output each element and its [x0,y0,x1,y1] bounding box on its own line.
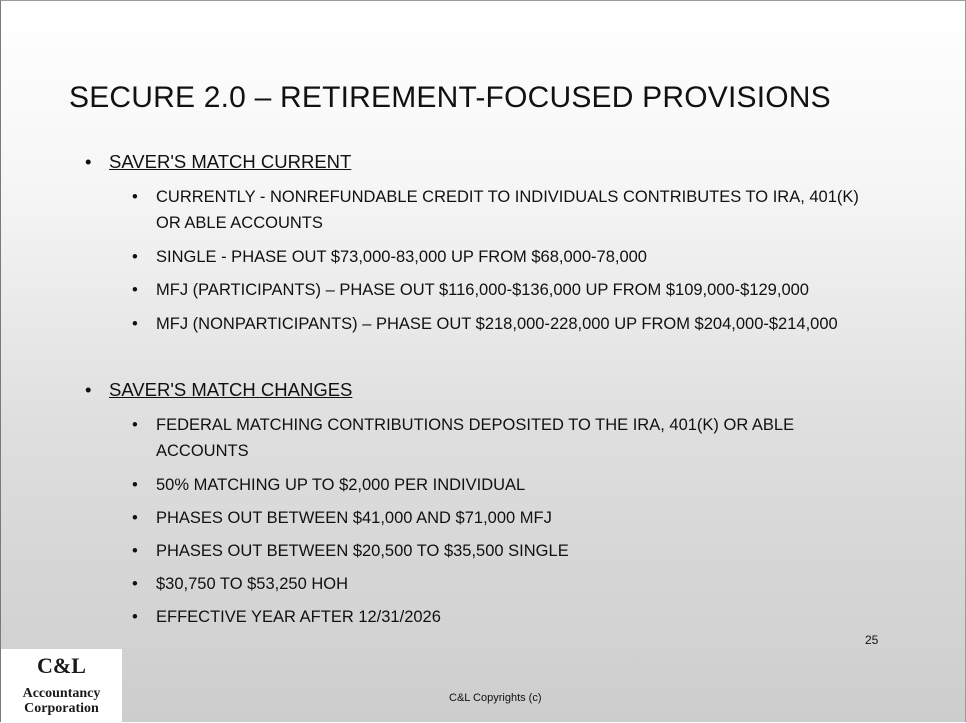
bullet: • [132,315,138,333]
bullet: • [132,542,138,560]
bullet: • [132,281,138,299]
list-item: • SINGLE - PHASE OUT $73,000-83,000 UP FROM $68,000-78,000 [156,244,876,270]
list-item: • PHASES OUT BETWEEN $20,500 TO $35,500 SINGLE [156,538,876,564]
bullet: • [85,379,92,400]
section-heading-savers-match-current: • SAVER'S MATCH CURRENT [85,151,352,172]
slide-title: SECURE 2.0 – RETIREMENT-FOCUSED PROVISIONS [69,81,831,114]
bullet: • [132,188,138,206]
list-item: • $30,750 TO $53,250 HOH [156,571,876,597]
list-item: • FEDERAL MATCHING CONTRIBUTIONS DEPOSITED TO THE IRA, 401(K) OR ABLE ACCOUNTS [156,412,876,464]
logo-name-line2: Corporation [24,701,99,716]
bullet: • [132,509,138,527]
logo-mark: C&L [37,653,86,678]
footer-copyright: C&L Copyrights (c) [449,692,542,704]
list-item: • CURRENTLY - NONREFUNDABLE CREDIT TO INDIVIDUALS CONTRIBUTES TO IRA, 401(K) OR ABLE ACCOUNTS [156,184,876,236]
bullet: • [132,476,138,494]
list-item: • EFFECTIVE YEAR AFTER 12/31/2026 [156,604,876,630]
list-item: • 50% MATCHING UP TO $2,000 PER INDIVIDUAL [156,472,876,498]
section-heading-savers-match-changes: • SAVER'S MATCH CHANGES [85,379,353,400]
bullet: • [132,608,138,626]
bullet: • [132,575,138,593]
bullet: • [132,416,138,434]
list-item: • MFJ (NONPARTICIPANTS) – PHASE OUT $218,000-228,000 UP FROM $204,000-$214,000 [156,311,876,337]
list-item: • MFJ (PARTICIPANTS) – PHASE OUT $116,000-$136,000 UP FROM $109,000-$129,000 [156,277,876,303]
company-logo [1,649,122,723]
logo-name-line1: Accountancy [22,686,101,701]
bullet: • [132,248,138,266]
page-number: 25 [865,633,879,647]
list-item: • PHASES OUT BETWEEN $41,000 AND $71,000 MFJ [156,505,876,531]
bullet: • [85,151,92,172]
